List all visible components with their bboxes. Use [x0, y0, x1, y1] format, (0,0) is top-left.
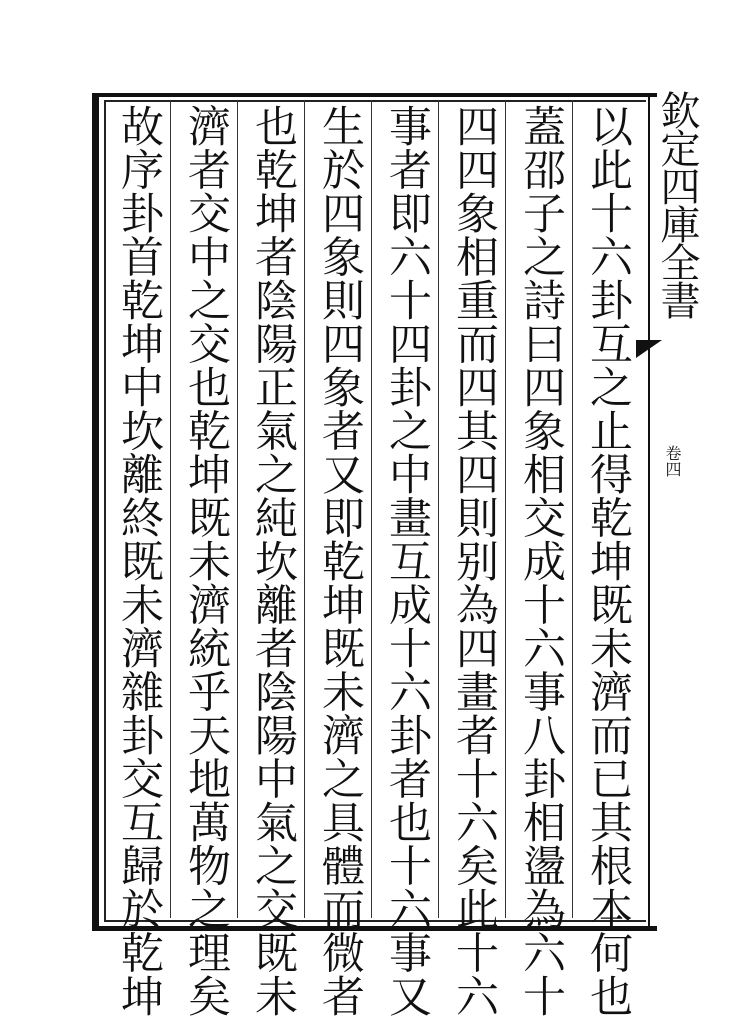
column-text: 生於四象則四象者又即乾坤既未濟之具體而微者: [315, 104, 365, 1018]
book-title: 欽定四庫全書: [654, 90, 700, 318]
text-column-7: [174, 100, 238, 1018]
column-text: 濟者交中之交也乾坤既未濟統乎天地萬物之理矣: [181, 104, 231, 1018]
column-text: 蓋邵子之詩曰四象相交成十六事八卦相盪為六十: [516, 104, 566, 1018]
column-text: 以此十六卦互之止得乾坤既未濟而已其根本何也: [583, 104, 633, 1018]
text-column-8: [107, 100, 171, 1018]
text-column-1: [576, 100, 640, 1018]
column-text: 四四象相重而四其四則别為四畫者十六矣此十六: [449, 104, 499, 1018]
column-text: 也乾坤者陰陽正氣之純坎離者陰陽中氣之交既未: [248, 104, 298, 1018]
volume-label: 卷四: [663, 445, 682, 477]
text-column-6: [241, 100, 305, 1018]
column-text: 故序卦首乾坤中坎離終既未濟雜卦交互歸於乾坤: [114, 104, 164, 1018]
text-column-3: [442, 100, 506, 1018]
text-column-2: [509, 100, 573, 1018]
text-column-4: [375, 100, 439, 1018]
column-text: 事者即六十四卦之中畫互成十六卦者也十六事又: [382, 104, 432, 1018]
text-column-5: [308, 100, 372, 1018]
